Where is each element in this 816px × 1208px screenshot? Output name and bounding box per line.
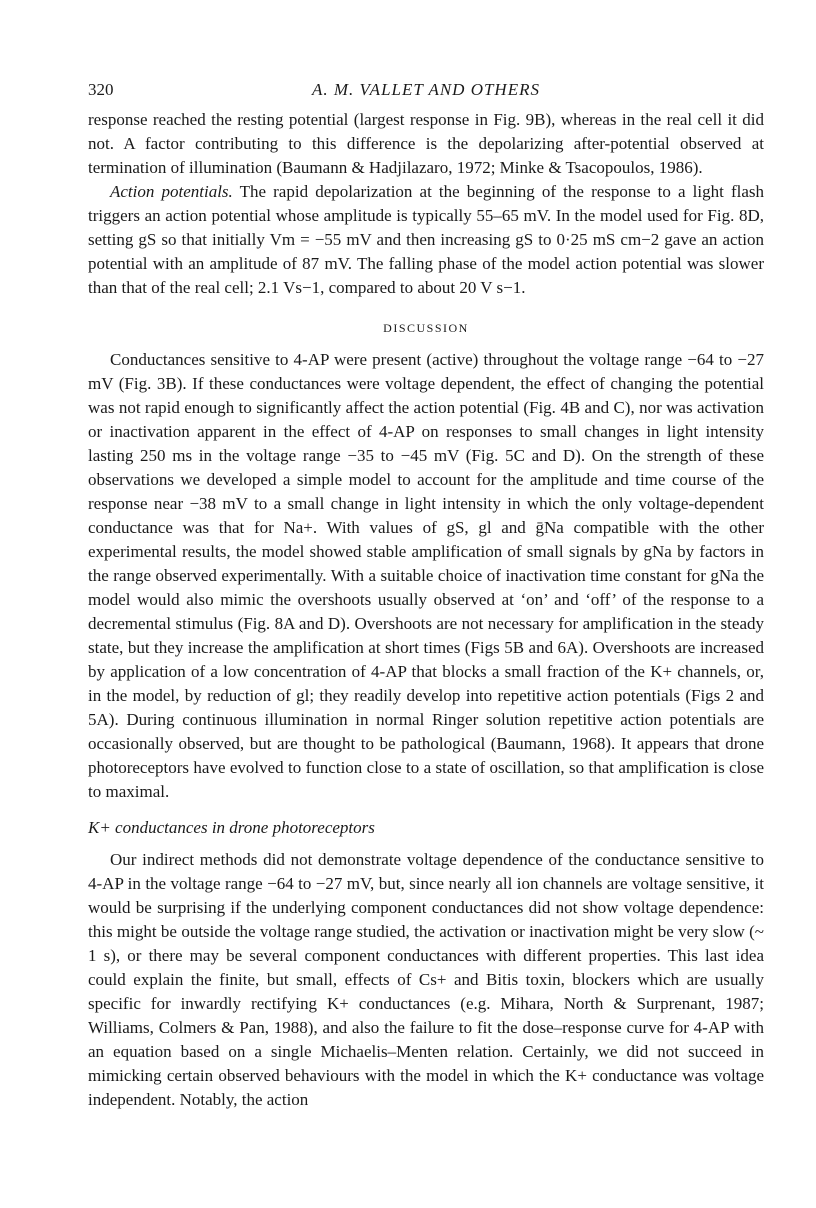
paragraph-subheading: Action potentials. bbox=[110, 182, 233, 201]
running-head: A. M. VALLET AND OTHERS bbox=[312, 80, 540, 99]
page-number: 320 bbox=[88, 80, 114, 99]
paragraph-discussion: Conductances sensitive to 4-AP were present (active) throughout the voltage range −64 to −27 mV (Fig. 3B). If these conductances were voltage dependent, the effect of changing the potential was not rapid enough to significantly affect the action potential (Fig. 4B and C), nor was activation or inactivation apparent in the effect of 4-AP on responses to small changes in light intensity lasting 250 ms in the voltage range −35 to −45 mV (Fig. 5C and D). On the strength of these observations we developed a simple model to account for the amplitude and time course of the response near −38 mV to a small change in light intensity in which the only voltage-dependent conductance was that for Na+. With values of gS, gl and ḡNa compatible with the other experimental results, the model showed stable amplification of small signals by gNa by factors in the range observed experimentally. With a suitable choice of inactivation time constant for gNa the model would also mimic the overshoots usually observed at ‘on’ and ‘off’ of the response to a decremental stimulus (Fig. 8A and D). Overshoots are not necessary for amplification in the steady state, but they increase the amplification at short times (Figs 5B and 6A). Overshoots are increased by application of a low concentration of 4-AP that blocks a small fraction of the K+ channels, or, in the model, by reduction of gl; they readily develop into repetitive action potentials (Figs 2 and 5A). During continuous illumination in normal Ringer solution repetitive action potentials are occasionally observed, but are thought to be pathological (Baumann, 1968). It appears that drone photoreceptors have evolved to function close to a state of oscillation, so that amplification is close to maximal. bbox=[88, 350, 764, 801]
paragraph-continued: response reached the resting potential (largest response in Fig. 9B), whereas in the real cell it did not. A factor contributing to this difference is the depolarizing after-potential observed at termination of illumination (Baumann & Hadjilazaro, 1972; Minke & Tsacopoulos, 1986). bbox=[88, 110, 764, 177]
section-heading-k-conductances: K+ conductances in drone photoreceptors bbox=[88, 818, 375, 837]
paragraph-action-potentials bbox=[88, 180, 764, 300]
paragraph-k-conductances: Our indirect methods did not demonstrate voltage dependence of the conductance sensitive to 4-AP in the voltage range −64 to −27 mV, but, since nearly all ion channels are voltage sensitive, it would be surprising if the underlying component conductances did not show voltage dependence: this might be outside the voltage range studied, the activation or inactivation might be very slow (~ 1 s), or there may be several component conductances with different properties. This last idea could explain the finite, but small, effects of Cs+ and Bitis toxin, blockers which are usually specific for inwardly rectifying K+ conductances (e.g. Mihara, North & Surprenant, 1987; Williams, Colmers & Pan, 1988), and also the failure to fit the dose–response curve for 4-AP with an equation based on a single Michaelis–Menten relation. Certainly, we did not succeed in mimicking certain observed behaviours with the model in which the K+ conductance was voltage independent. Notably, the action bbox=[88, 850, 764, 1109]
document-page bbox=[88, 78, 764, 1112]
paragraph-body: The rapid depolarization at the beginning of the response to a light flash triggers an action potential whose amplitude is typically 55–65 mV. In the model used for Fig. 8D, setting gS so that initially Vm = −55 mV and then increasing gS to 0·25 mS cm−2 gave an action potential with an amplitude of 87 mV. The falling phase of the model action potential was slower than that of the real cell; 2.1 Vs−1, compared to about 20 V s−1. bbox=[88, 182, 764, 297]
page-header bbox=[88, 78, 764, 104]
section-title-discussion: DISCUSSION bbox=[383, 321, 469, 335]
